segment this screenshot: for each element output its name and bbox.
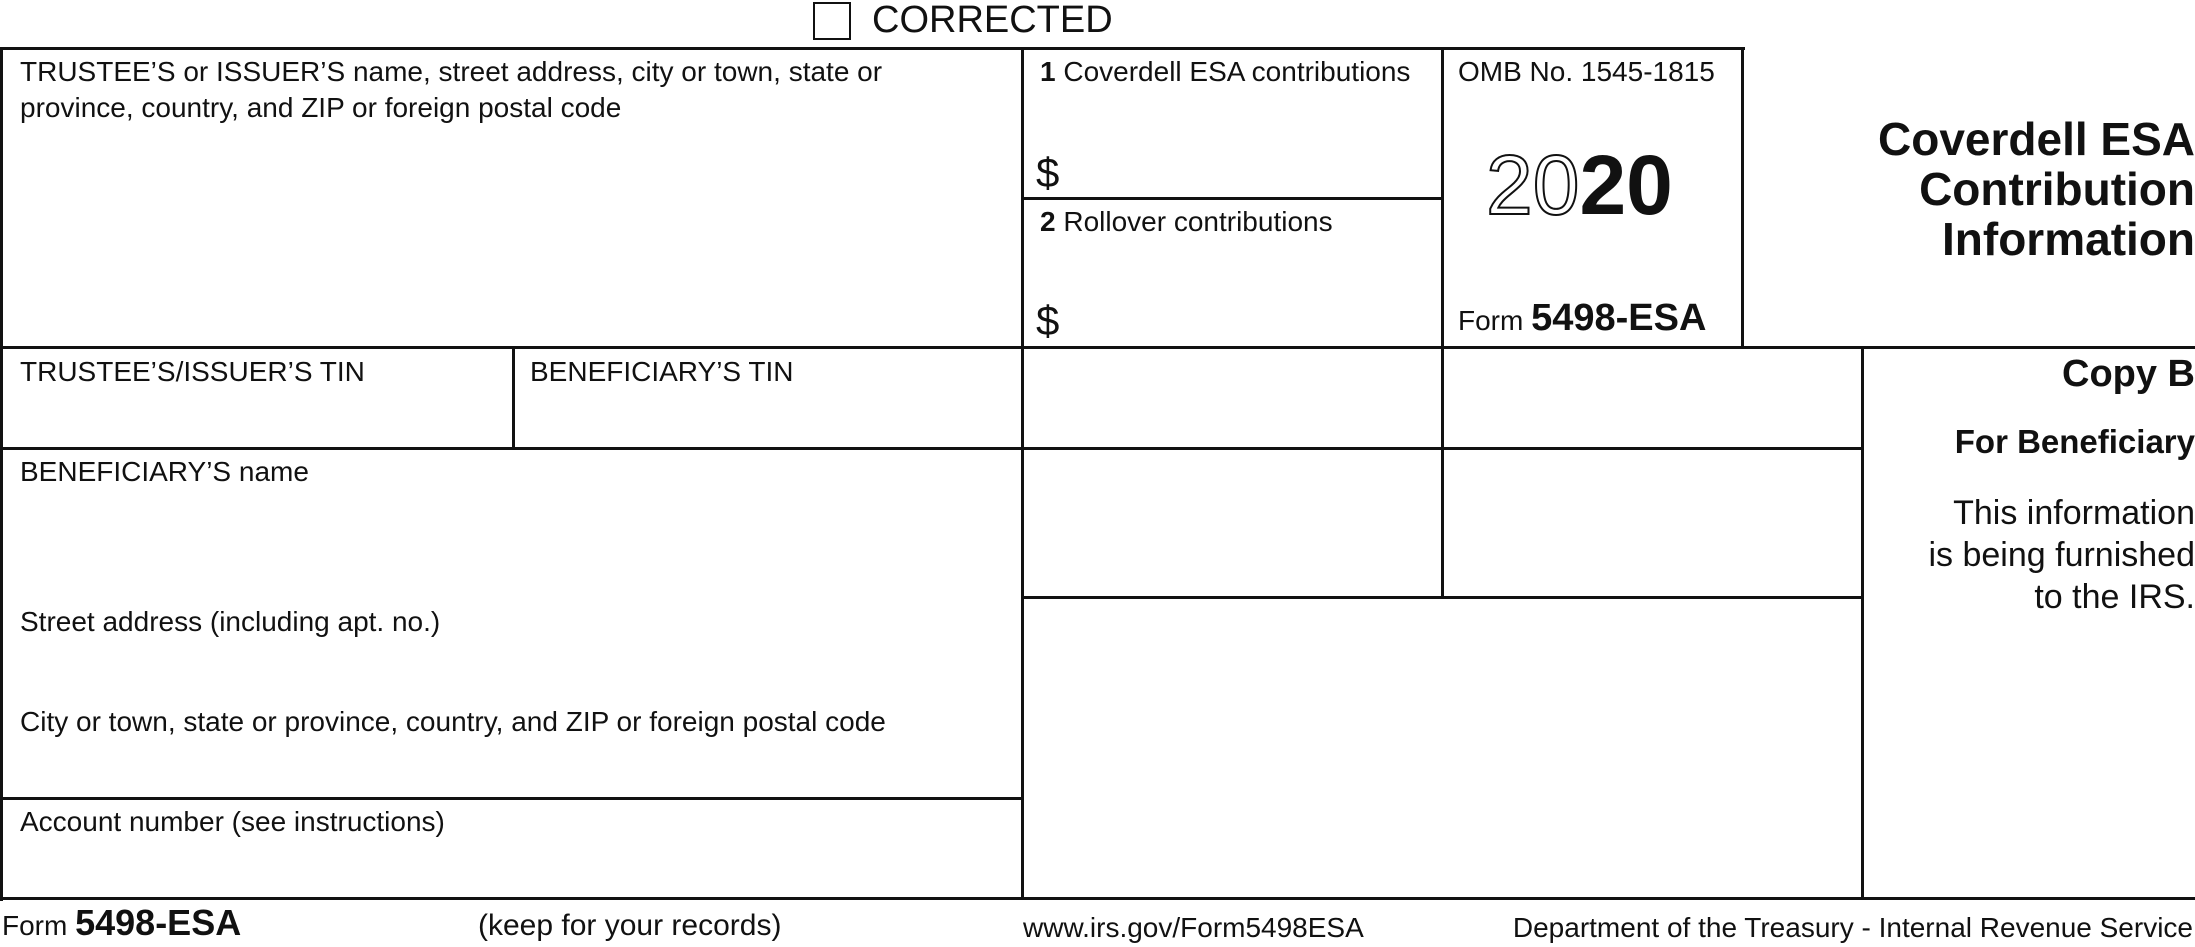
tax-year — [1486, 140, 1673, 230]
tax-year-bold: 20 — [1579, 138, 1673, 232]
tin-bottom-border — [0, 447, 1864, 450]
trustee-name-input[interactable] — [18, 132, 1012, 341]
box1-bottom-border — [1021, 197, 1441, 200]
blank-box-b-input[interactable] — [1450, 360, 1856, 442]
box1-number: 1 — [1040, 56, 1056, 87]
box2-dollar-sign: $ — [1036, 297, 1060, 344]
blank-box-c-input[interactable] — [1030, 460, 1436, 590]
form-title-line2: Contribution — [1919, 163, 2195, 215]
box2-label — [1040, 204, 1333, 240]
irs-info-line3: to the IRS. — [2034, 578, 2195, 616]
footer-form-number: 5498-ESA — [75, 902, 242, 943]
corrected-checkbox[interactable] — [813, 2, 851, 40]
irs-info-line2: is being furnished — [1928, 536, 2195, 574]
tin-divider — [512, 346, 515, 450]
omb-form-number: 5498-ESA — [1531, 297, 1707, 339]
trustee-name-label-line2: province, country, and ZIP or foreign postal code — [20, 92, 622, 123]
row-top-border — [0, 346, 2195, 349]
trustee-tin-label: TRUSTEE’S/ISSUER’S TIN — [20, 356, 365, 387]
account-number-label: Account number (see instructions) — [20, 806, 445, 837]
city-address-input[interactable] — [18, 746, 1012, 792]
beneficiary-tin-label: BENEFICIARY’S TIN — [530, 356, 794, 387]
box1-dollar-sign: $ — [1036, 149, 1060, 196]
col-divider-omb — [1441, 47, 1444, 599]
box1-text: Coverdell ESA contributions — [1063, 56, 1411, 87]
footer-department: Department of the Treasury - Internal Revenue Service — [1512, 912, 2193, 943]
box2-rollover-input[interactable] — [1070, 298, 1434, 340]
copy-left-border — [1861, 346, 1864, 899]
irs-info-line1: This information — [1953, 494, 2195, 532]
account-number-input[interactable] — [18, 846, 1012, 892]
box2-text: Rollover contributions — [1063, 206, 1333, 237]
box1-contributions-input[interactable] — [1070, 150, 1434, 192]
footer-form-id — [2, 902, 242, 944]
corrected-label: CORRECTED — [872, 0, 1113, 41]
copy-b-label: Copy B — [2062, 353, 2195, 395]
omb-form-prefix: Form — [1458, 305, 1524, 336]
beneficiary-name-input[interactable] — [18, 496, 1012, 588]
street-address-label: Street address (including apt. no.) — [20, 606, 441, 637]
omb-right-border — [1741, 47, 1744, 349]
box1-label — [1040, 54, 1410, 90]
trustee-name-label: TRUSTEE’S or ISSUER’S name, street address, city or town, state or — [20, 56, 883, 87]
footer-form-prefix: Form — [2, 910, 68, 941]
omb-number: OMB No. 1545-1815 — [1458, 56, 1715, 87]
beneficiary-tin-input[interactable] — [528, 398, 1012, 440]
form-left-border — [0, 47, 3, 901]
omb-form-id — [1458, 297, 1707, 339]
trustee-tin-input[interactable] — [18, 398, 502, 440]
footer-url: www.irs.gov/Form5498ESA — [1023, 912, 1364, 943]
account-top-border — [0, 797, 1024, 800]
for-beneficiary-label: For Beneficiary — [1954, 423, 2195, 460]
form-title-line3: Information — [1942, 213, 2195, 265]
city-address-label: City or town, state or province, country, and ZIP or foreign postal code — [20, 706, 886, 737]
tax-year-outline: 20 — [1486, 138, 1580, 232]
footer-keep-note: (keep for your records) — [478, 909, 782, 942]
irs-info-text — [1928, 492, 2195, 618]
form-bottom-border — [0, 897, 2195, 900]
box-row2-bottom-border — [1021, 596, 1864, 599]
beneficiary-name-label: BENEFICIARY’S name — [20, 456, 309, 487]
form-top-border — [0, 47, 1745, 50]
form-title — [1878, 114, 2195, 264]
blank-box-d-input[interactable] — [1450, 460, 1856, 590]
col-divider-main — [1021, 47, 1024, 899]
blank-box-a-input[interactable] — [1030, 360, 1436, 442]
form-title-line1: Coverdell ESA — [1878, 113, 2195, 165]
street-address-input[interactable] — [18, 646, 1012, 692]
box2-number: 2 — [1040, 206, 1056, 237]
